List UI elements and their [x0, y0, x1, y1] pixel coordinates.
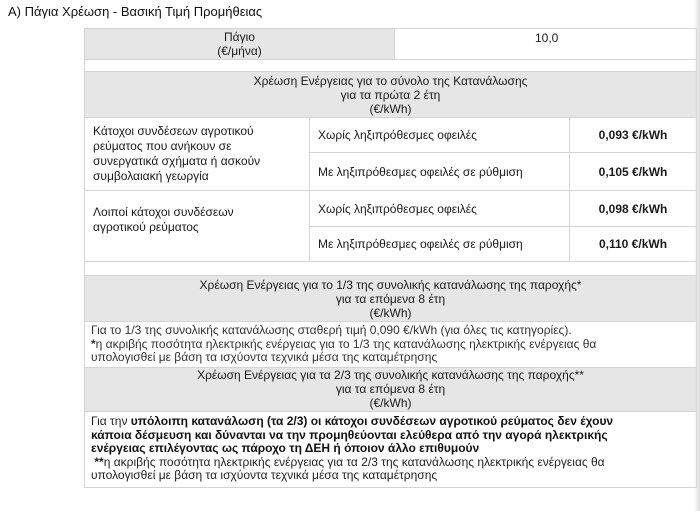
option-debts-settled: Με ληξιπρόθεσμες οφειλές σε ρύθμιση — [310, 153, 570, 191]
section3-note-line3: ενέργειας επιλέγοντας ως πάροχο τη ΔΕΗ ή όποιον άλλο επιθυμούν — [91, 441, 480, 456]
price-value: 0,105 €/kWh — [570, 153, 697, 191]
price-value: 0,093 €/kWh — [570, 118, 697, 153]
section3-note-bold: υπόλοιπη κατανάλωση (τα 2/3) οι κάτοχοι συνδέσεων αγροτικού ρεύματος δεν έχουν — [130, 414, 614, 429]
category-line: αγροτικού ρεύματος — [93, 220, 199, 234]
section2-note-line1: Για το 1/3 της συνολικής κατανάλωσης σταθερή τιμή 0,090 €/kWh (για όλες τις κατηγορίες). — [91, 323, 572, 337]
section2-unit: (€/kWh) — [369, 305, 412, 320]
category-line: Κάτοχοι συνδέσεων αγροτικού — [93, 124, 254, 138]
category-line: ρεύματος που ανήκουν σε — [93, 139, 232, 153]
section1-unit: (€/kWh) — [369, 101, 412, 116]
section3-period: για τα επόμενα 8 έτη — [335, 382, 446, 396]
section1-period: για τα πρώτα 2 έτη — [340, 87, 441, 102]
fixed-charge-value — [395, 29, 697, 60]
fixed-charge-label-line2: (€/μήνα) — [217, 44, 262, 58]
section3-title: Χρέωση Ενέργειας για τα 2/3 της συνολικής κατανάλωσης της παροχής** — [197, 368, 584, 382]
page-edge-shadow — [694, 0, 700, 511]
section2-note-line3: υπολογισθεί με βάση τα ισχύοντα τεχνικά μέσα της καταμέτρησης — [91, 350, 438, 364]
section2-note-line2 — [91, 338, 690, 352]
section2-header — [85, 276, 697, 322]
section3-note-line4 — [91, 456, 690, 470]
section3-header — [85, 367, 697, 411]
table-row — [85, 118, 697, 153]
section3-note-prefix: Για την — [91, 414, 131, 429]
section2-period: για τα επόμενα 8 έτη — [335, 291, 446, 306]
category-cooperative — [85, 118, 310, 191]
section3-note-line1 — [91, 415, 690, 429]
section3-note-line2: κάποια δέσμευση και δύνανται να την προμηθεύονται ελεύθερα από την αγορά ηλεκτρικής — [91, 427, 608, 442]
fixed-charge-row — [85, 29, 697, 60]
section1-header — [85, 72, 697, 118]
option-debts-settled: Με ληξιπρόθεσμες οφειλές σε ρύθμιση — [310, 227, 570, 262]
footnote-star: ** — [94, 454, 104, 469]
option-no-debts: Χωρίς ληξιπρόθεσμες οφειλές — [310, 191, 570, 227]
category-line: συμβολαιακή γεωργία — [93, 169, 209, 183]
price-value: 0,098 €/kWh — [570, 191, 697, 227]
footnote-star: * — [91, 336, 96, 351]
section3-note-line5: υπολογισθεί με βάση τα ισχύοντα τεχνικά μέσα της καταμέτρησης — [91, 468, 438, 483]
fixed-charge-label — [85, 29, 395, 60]
option-no-debts: Χωρίς ληξιπρόθεσμες οφειλές — [310, 118, 570, 153]
table-row — [85, 191, 697, 227]
section2-note-text: η ακριβής ποσότητα ηλεκτρικής ενέργειας για το 1/3 της κατανάλωσης ηλεκτρικής ενέργειας θα — [95, 336, 597, 351]
price-value: 0,110 €/kWh — [570, 227, 697, 262]
section2-note — [85, 322, 697, 368]
category-other — [85, 191, 310, 262]
fixed-charge-label-line1: Πάγιο — [224, 30, 255, 44]
section2-title: Χρέωση Ενέργειας για το 1/3 της συνολικής κατανάλωσης της παροχής* — [199, 277, 582, 292]
fixed-charge-value-text: 10,0 — [535, 31, 559, 45]
section3-unit: (€/kWh) — [369, 396, 412, 410]
section3-note — [85, 411, 697, 487]
section3-note-text: η ακριβής ποσότητα ηλεκτρικής ενέργειας για τα 2/3 της κατανάλωσης ηλεκτρικής ενέργειας θα — [103, 454, 605, 469]
tariff-table — [84, 28, 697, 488]
category-line: συνεργατικά σχήματα ή ασκούν — [93, 154, 261, 168]
section1-title: Χρέωση Ενέργειας για το σύνολο της Κατανάλωσης — [253, 73, 528, 88]
category-line: Λοιποί κάτοχοι συνδέσεων — [93, 205, 234, 219]
section-heading: Α) Πάγια Χρέωση - Βασική Τιμή Προμήθειας — [8, 4, 263, 19]
